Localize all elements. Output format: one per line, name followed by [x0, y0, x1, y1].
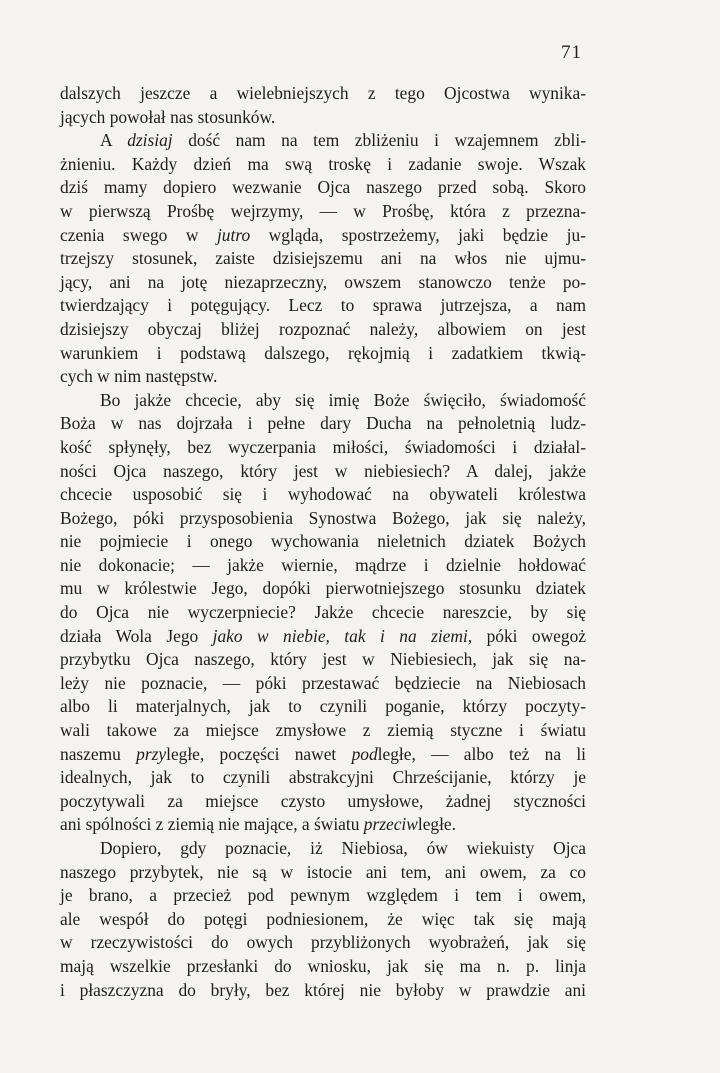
text-line: cych w nim następstw. [60, 366, 218, 387]
text-line: A dzisiaj dość nam na tem zbliżeniu i wzajemnem zbli- [100, 130, 587, 151]
text-line: w rzeczywistości do owych przybliżonych wyobrażeń, jak się [60, 932, 586, 953]
text-line: chcecie usposobić się i wyhodować na obywateli królestwa [60, 484, 586, 505]
italic-text: przy [136, 743, 167, 764]
text-line: jących powołał nas stosunków. [60, 106, 276, 127]
text-line: przybytku Ojca naszego, który jest w Niebiesiech, jak się na- [60, 649, 586, 670]
text-line: albo li materjalnych, jak to czynili poganie, którzy poczyty- [60, 696, 586, 717]
text-line: poczytywali za miejsce czysto umysłowe, żadnej styczności [60, 790, 586, 811]
text-line: leży nie poznacie, — póki przestawać będziecie na Niebiosach [60, 672, 586, 693]
body-text [60, 82, 586, 1002]
text-line: mają wszelkie przesłanki do wniosku, jak się ma n. p. linja [60, 955, 586, 976]
text-line: ani spólności z ziemią nie mające, a światu przeciwległe. [60, 814, 457, 835]
text-line: Dopiero, gdy poznacie, iż Niebiosa, ów wiekuisty Ojca [100, 838, 586, 858]
text-line: naszemu przyległe, poczęści nawet podległe, — albo też na li [60, 743, 586, 764]
text-line: twierdzający i potęgujący. Lecz to sprawa jutrzejsza, a nam [60, 295, 586, 316]
text-line: dzisiejszy obyczaj bliżej rozpoznać należy, albowiem on jest [60, 318, 586, 339]
italic-text: dzisiaj [127, 130, 173, 151]
text-line: czenia swego w jutro wgląda, spostrzeżemy, jaki będzie ju- [60, 224, 586, 245]
text-line: idealnych, jak to czynili abstrakcyjni Chrześcijanie, którzy je [60, 767, 586, 788]
text-line: trzejszy stosunek, zaiste dzisiejszemu ani na włos nie ujmu- [60, 248, 586, 269]
text-line: i płaszczyzna do bryły, bez której nie byłoby w prawdzie ani [60, 979, 586, 1000]
text-line: je brano, a przecież pod pewnym względem i tem i owem, [60, 885, 586, 906]
italic-text: pod [351, 743, 378, 764]
text-line: warunkiem i podstawą dalszego, rękojmią i zadatkiem tkwią- [60, 342, 586, 363]
page-number: 71 [561, 42, 582, 63]
italic-text: jutro [216, 224, 251, 245]
italic-text: jako w niebie, tak i na ziemi, [212, 625, 473, 646]
text-line: ale wespół do potęgi podniesionem, że więc tak się mają [60, 908, 586, 929]
text-line: nie dokonacie; — jakże wiernie, mądrze i dzielnie hołdować [60, 554, 586, 575]
text-line: ności Ojca naszego, który jest w niebiesiech? A dalej, jakże [60, 460, 586, 481]
text-line: do Ojca nie wyczerpniecie? Jakże chcecie nareszcie, by się [60, 602, 586, 623]
text-line: naszego przybytek, nie są w istocie ani tem, ani owem, za co [60, 861, 586, 882]
text-line: żnieniu. Każdy dzień ma swą troskę i zadanie swoje. Wszak [60, 153, 586, 174]
text-line: dziś mamy dopiero wezwanie Ojca naszego przed sobą. Skoro [60, 177, 586, 198]
text-line: jący, ani na jotę niezaprzeczny, owszem stanowczo tenże po- [60, 271, 586, 292]
text-line: w pierwszą Prośbę wejrzymy, — w Prośbę, która z przezna- [60, 200, 586, 221]
text-line: wali takowe za miejsce zmysłowe z ziemią styczne i światu [60, 720, 586, 741]
text-line: mu w królestwie Jego, dopóki pierwotniejszego stosunku dziatek [60, 578, 586, 599]
text-line: Bożego, póki przysposobienia Synostwa Bożego, jak się należy, [60, 507, 586, 528]
text-line: nie pojmiecie i onego wychowania nieletnich dziatek Bożych [60, 531, 586, 552]
text-line: Boża w nas dojrzała i pełne dary Ducha na pełnoletnią ludz- [60, 413, 586, 434]
text-line: dalszych jeszcze a wielebniejszych z tego Ojcostwa wynika- [60, 83, 586, 103]
text-line: Bo jakże chcecie, aby się imię Boże święciło, świadomość [100, 389, 586, 410]
text-line: kość spłynęły, bez wyczerpania miłości, świadomości i działal- [60, 436, 586, 457]
italic-text: przeciw [363, 814, 418, 835]
text-line: działa Wola Jego jako w niebie, tak i na ziemi, póki owegoż [60, 625, 587, 646]
